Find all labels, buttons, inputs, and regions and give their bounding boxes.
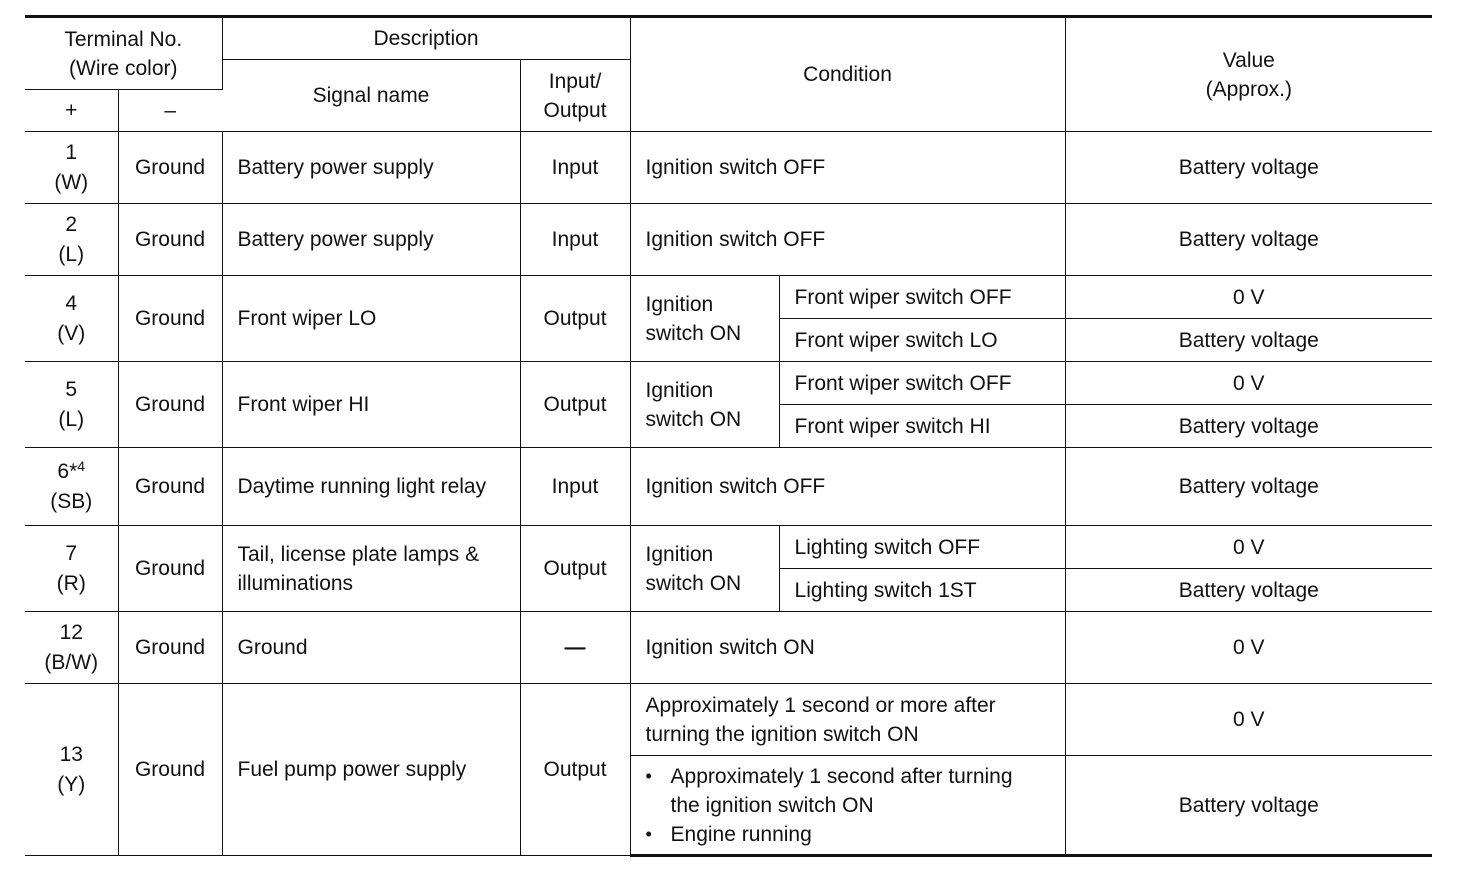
terminal-no-header: Terminal No. (Wire color) — [25, 17, 222, 90]
value-cell: Battery voltage — [1065, 756, 1432, 856]
condition-sub-cell: Lighting switch 1ST — [779, 569, 1065, 612]
value-cell: Battery voltage — [1065, 319, 1432, 362]
terminal-cell: 13 (Y) — [25, 684, 118, 856]
condition-cell: Ignition switch OFF — [630, 204, 1065, 276]
io-cell: Output — [520, 276, 630, 362]
terminal-cell: 6*$^4$ (SB) — [25, 448, 118, 526]
value-cell: 0 V — [1065, 612, 1432, 684]
signal-cell: Front wiper LO — [222, 276, 520, 362]
value-cell: 0 V — [1065, 526, 1432, 569]
condition-cell: Ignition switch ON — [630, 612, 1065, 684]
value-cell: Battery voltage — [1065, 569, 1432, 612]
table-row — [25, 362, 1432, 405]
table-header — [25, 17, 1432, 132]
ground-cell: Ground — [118, 612, 222, 684]
condition-main-cell: Ignition switch ON — [630, 276, 779, 362]
io-cell: Input — [520, 448, 630, 526]
value-cell: Battery voltage — [1065, 448, 1432, 526]
condition-cell: Ignition switch OFF — [630, 448, 1065, 526]
terminal-cell: 7 (R) — [25, 526, 118, 612]
signal-cell: Battery power supply — [222, 204, 520, 276]
minus-header: – — [118, 90, 222, 132]
value-cell: Battery voltage — [1065, 405, 1432, 448]
io-header: Input/ Output — [520, 60, 630, 132]
condition-main-cell: Ignition switch ON — [630, 526, 779, 612]
table-row — [25, 132, 1432, 204]
signal-cell: Tail, license plate lamps & illuminations — [222, 526, 520, 612]
terminal-cell: 12 (B/W) — [25, 612, 118, 684]
ground-cell: Ground — [118, 204, 222, 276]
value-header: Value (Approx.) — [1065, 17, 1432, 132]
terminal-cell: 4 (V) — [25, 276, 118, 362]
list-item: • Approximately 1 second after turning the ignition switch ON — [646, 762, 1065, 820]
value-cell: Battery voltage — [1065, 204, 1432, 276]
list-item: • Engine running — [646, 820, 1065, 849]
condition-sub-cell: Front wiper switch LO — [779, 319, 1065, 362]
condition-cell: Ignition switch OFF — [630, 132, 1065, 204]
condition-sub-cell: Front wiper switch HI — [779, 405, 1065, 448]
ground-cell: Ground — [118, 132, 222, 204]
footnote-marker: 4 — [77, 457, 86, 474]
condition-cell: Approximately 1 second or more after turning the ignition switch ON — [630, 684, 1065, 756]
condition-sub-cell: Front wiper switch OFF — [779, 362, 1065, 405]
value-cell: Battery voltage — [1065, 132, 1432, 204]
terminal-spec-table — [25, 15, 1432, 857]
io-cell: — — [520, 612, 630, 684]
condition-sub-cell: Front wiper switch OFF — [779, 276, 1065, 319]
io-cell: Input — [520, 204, 630, 276]
terminal-cell: 2 (L) — [25, 204, 118, 276]
table-row — [25, 526, 1432, 569]
ground-cell: Ground — [118, 276, 222, 362]
signal-cell: Daytime running light relay — [222, 448, 520, 526]
terminal-cell: 5 (L) — [25, 362, 118, 448]
signal-cell: Front wiper HI — [222, 362, 520, 448]
terminal-cell: 1 (W) — [25, 132, 118, 204]
signal-cell: Ground — [222, 612, 520, 684]
ground-cell: Ground — [118, 448, 222, 526]
condition-header: Condition — [630, 17, 1065, 132]
value-cell: 0 V — [1065, 684, 1432, 756]
condition-main-cell: Ignition switch ON — [630, 362, 779, 448]
ground-cell: Ground — [118, 362, 222, 448]
table-row — [25, 276, 1432, 319]
ground-cell: Ground — [118, 684, 222, 856]
signal-cell: Fuel pump power supply — [222, 684, 520, 856]
io-cell: Output — [520, 526, 630, 612]
description-header: Description — [222, 17, 630, 60]
value-cell: 0 V — [1065, 276, 1432, 319]
condition-bullet-list — [631, 762, 1065, 849]
table-row — [25, 204, 1432, 276]
io-cell: Output — [520, 684, 630, 856]
table-row — [25, 684, 1432, 756]
signal-name-header: Signal name — [222, 60, 520, 132]
io-cell: Output — [520, 362, 630, 448]
signal-cell: Battery power supply — [222, 132, 520, 204]
condition-sub-cell: Lighting switch OFF — [779, 526, 1065, 569]
table-row — [25, 448, 1432, 526]
ground-cell: Ground — [118, 526, 222, 612]
condition-cell — [630, 756, 1065, 856]
table-row — [25, 612, 1432, 684]
value-cell: 0 V — [1065, 362, 1432, 405]
plus-header: + — [25, 90, 118, 132]
io-cell: Input — [520, 132, 630, 204]
